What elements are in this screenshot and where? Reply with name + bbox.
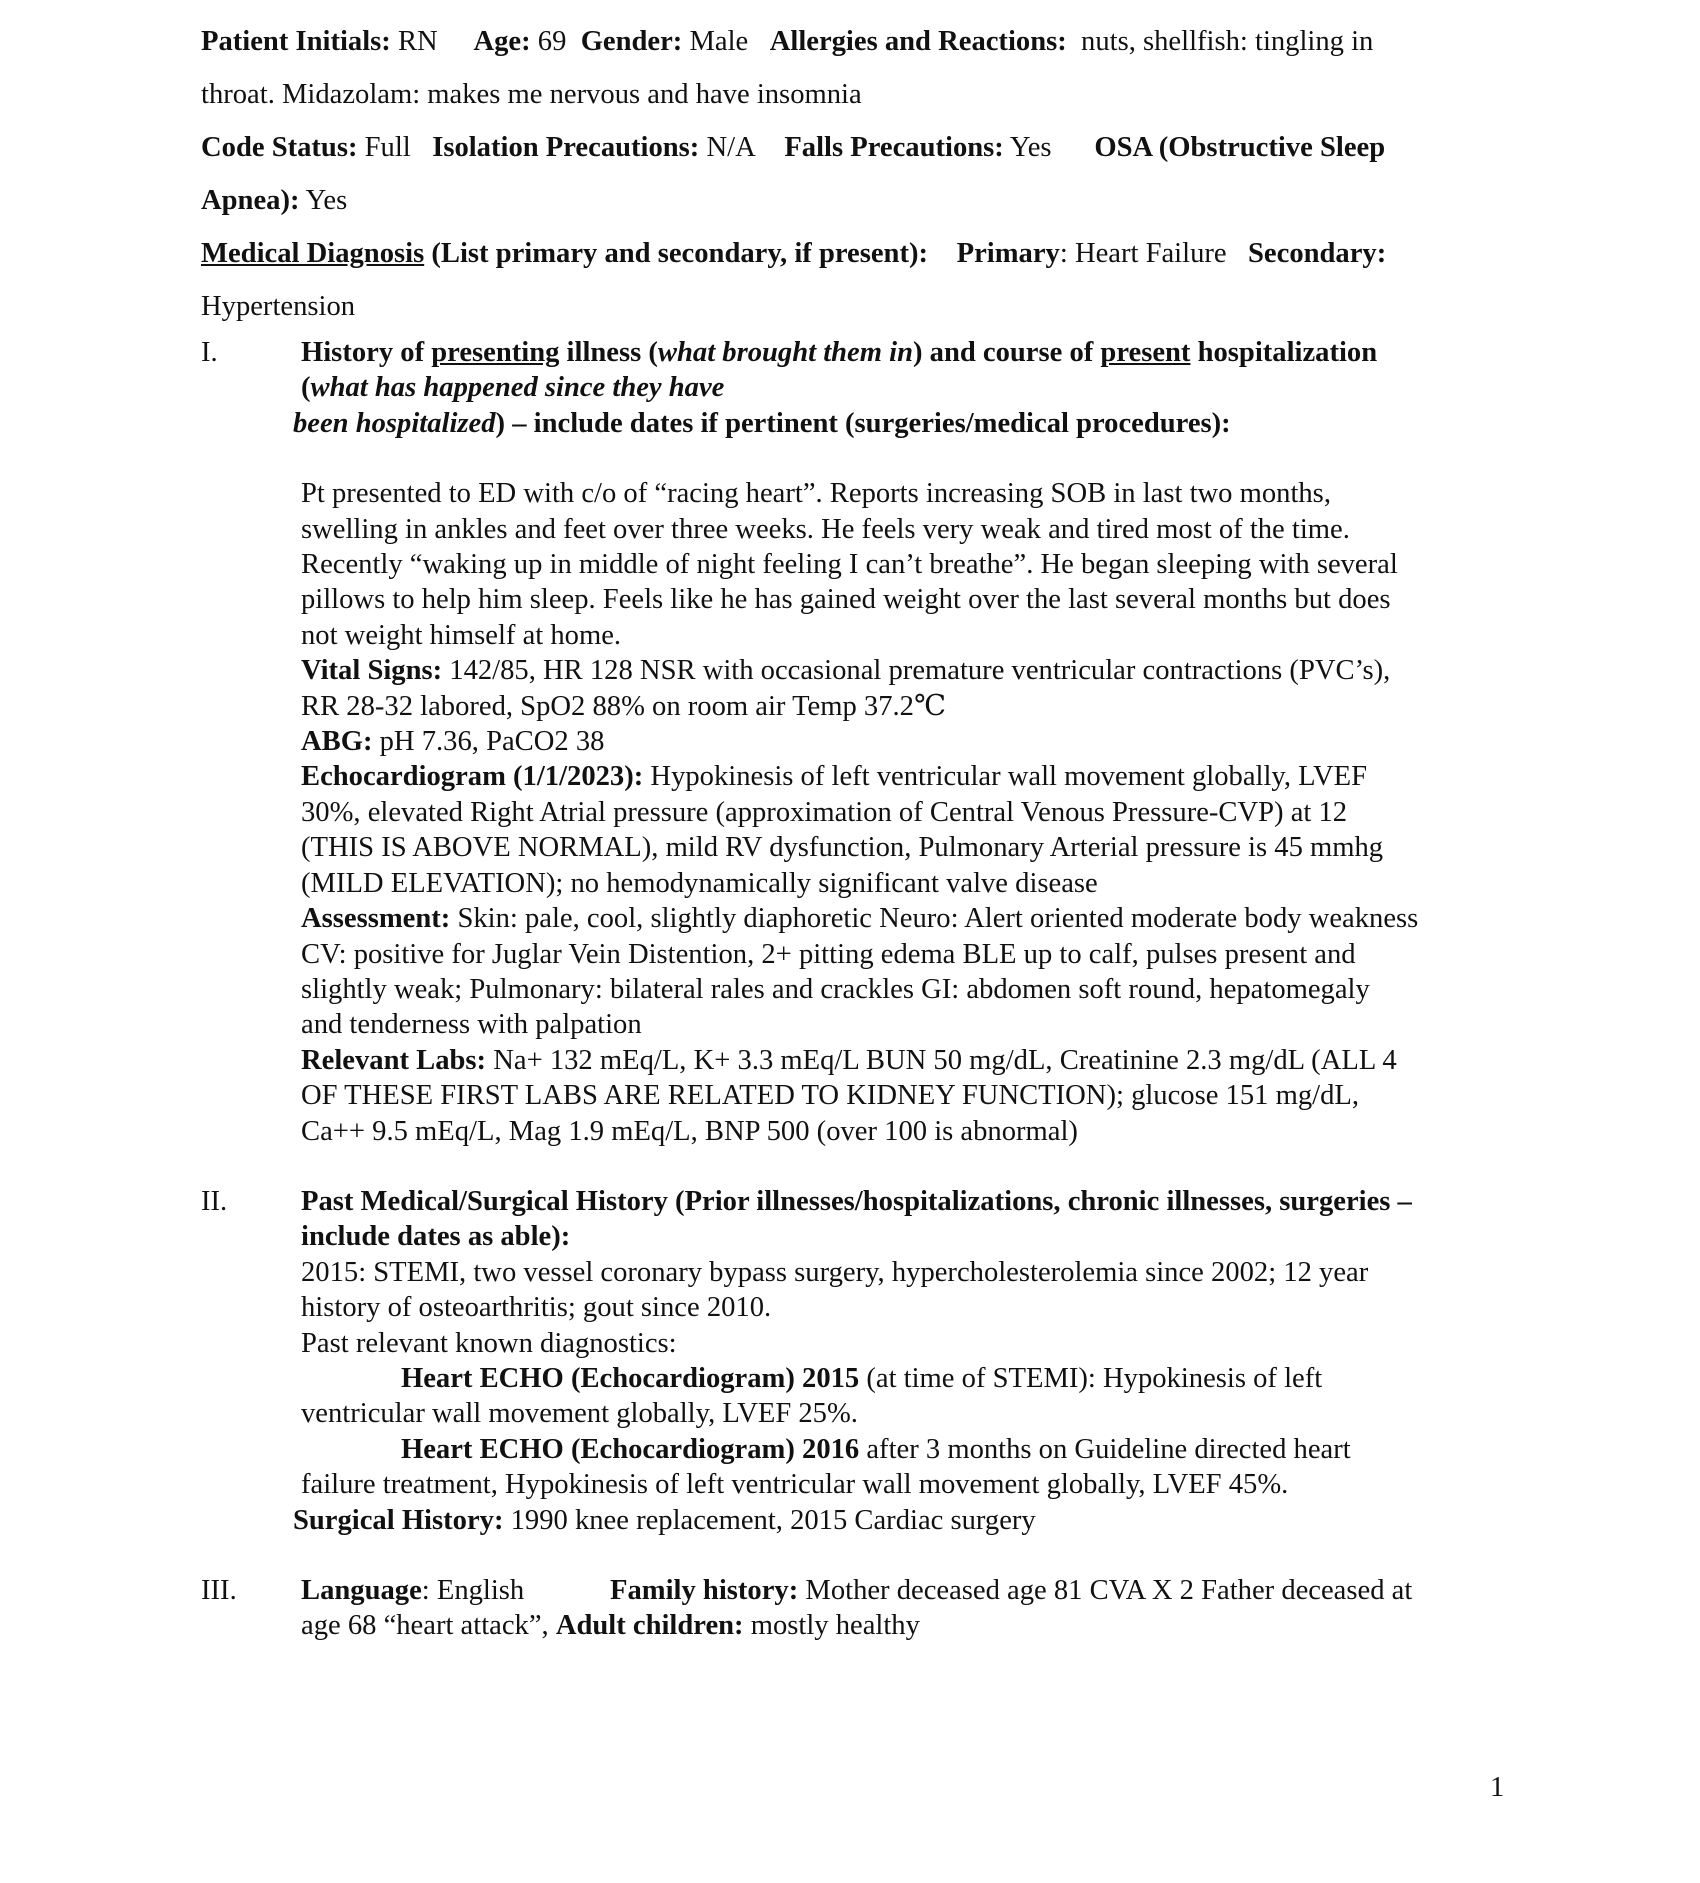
header-line-6: Hypertension	[201, 291, 356, 322]
heading-text: (	[301, 372, 311, 404]
abg-value: pH 7.36, PaCO2 38	[372, 726, 605, 758]
diagnosis-hint: (List primary and secondary, if present):	[431, 238, 929, 269]
gender-value: Male	[689, 26, 749, 57]
history-line: history of osteoarthritis; gout since 2010.	[301, 1292, 772, 1324]
surgical-history	[293, 1503, 1511, 1538]
document-page	[201, 15, 1511, 1644]
echocardiogram-cont: 30%, elevated Right Atrial pressure (approximation of Central Venous Pressure-CVP) at 12	[301, 796, 1348, 828]
echocardiogram	[301, 759, 1511, 794]
section-heading-cont	[301, 370, 1511, 405]
echo-2015-value: (at time of STEMI): Hypokinesis of left	[859, 1362, 1323, 1394]
section-heading-cont	[293, 406, 1511, 441]
diagnosis-label: Medical Diagnosis	[201, 238, 425, 269]
language-label: Language	[301, 1575, 422, 1606]
heading-text: what has happened since they have	[310, 372, 725, 404]
echo-2015	[301, 1361, 1511, 1396]
header-line-4	[201, 174, 1511, 227]
age-value: 69	[537, 26, 567, 57]
vital-signs-label: Vital Signs:	[301, 655, 443, 687]
echo-2015-label: Heart ECHO (Echocardiogram) 2015	[401, 1362, 860, 1394]
assessment-cont: slightly weak; Pulmonary: bilateral rales and crackles GI: abdomen soft round, hepatomegaly	[301, 973, 1370, 1005]
primary-value: Heart Failure	[1074, 238, 1227, 269]
assessment-cont: and tenderness with palpation	[301, 1009, 642, 1041]
history-line: 2015: STEMI, two vessel coronary bypass surgery, hypercholesterolemia since 2002; 12 year	[301, 1256, 1369, 1288]
spacer	[301, 441, 1511, 476]
vital-signs-cont: RR 28-32 labored, SpO2 88% on room air Temp 37.2℃	[301, 690, 946, 722]
osa-label: OSA (Obstructive Sleep	[1094, 132, 1386, 163]
diagnostics-intro: Past relevant known diagnostics:	[301, 1327, 677, 1359]
narrative-line: swelling in ankles and feet over three weeks. He feels very weak and tired most of the time.	[301, 513, 1350, 545]
section-language-family	[201, 1573, 1511, 1644]
adult-children-label: Adult children:	[555, 1610, 744, 1642]
section-heading-cont: include dates as able):	[301, 1221, 571, 1253]
labs-label: Relevant Labs:	[301, 1044, 487, 1076]
header-line-3	[201, 121, 1511, 174]
family-history-label: Family history:	[610, 1575, 799, 1606]
surgical-history-label: Surgical History:	[293, 1504, 504, 1536]
heading-text: ) and course of	[912, 337, 1101, 368]
section-heading: Past Medical/Surgical History (Prior illnesses/hospitalizations, chronic illnesses, surgeries –	[301, 1185, 1412, 1217]
patient-initials: RN	[397, 26, 438, 57]
family-history-value: age 68 “heart attack”,	[301, 1610, 556, 1642]
heading-text: presenting	[431, 337, 560, 368]
section-number: II.	[201, 1185, 228, 1217]
echocardiogram-cont: (THIS IS ABOVE NORMAL), mild RV dysfunction, Pulmonary Arterial pressure is 45 mmhg	[301, 832, 1384, 864]
echo-2016	[301, 1432, 1511, 1467]
adult-children-value: mostly healthy	[743, 1610, 920, 1642]
header-line-1	[201, 15, 1511, 68]
abg	[301, 724, 1511, 759]
osa-value: Yes	[305, 185, 348, 216]
echo-label: Echocardiogram (1/1/2023):	[301, 761, 644, 793]
isolation-label: Isolation Precautions:	[432, 132, 700, 163]
heading-text: ) – include dates if pertinent (surgeries/medical procedures):	[495, 407, 1231, 439]
header-line-2: throat. Midazolam: makes me nervous and have insomnia	[201, 79, 862, 110]
heading-text: present	[1100, 337, 1191, 368]
heading-text: been hospitalized	[293, 407, 496, 439]
secondary-label: Secondary:	[1248, 238, 1387, 269]
patient-initials-label: Patient Initials:	[201, 26, 391, 57]
assessment-label: Assessment:	[301, 903, 451, 935]
narrative-line: not weight himself at home.	[301, 619, 622, 651]
relevant-labs	[301, 1043, 1511, 1078]
language-value: : English	[421, 1575, 525, 1606]
assessment	[301, 901, 1511, 936]
spacer	[201, 1149, 1511, 1184]
section-past-history	[201, 1184, 1511, 1538]
allergies-label: Allergies and Reactions:	[769, 26, 1067, 57]
echo-2015-cont: ventricular wall movement globally, LVEF 25%.	[301, 1398, 858, 1430]
osa-label-cont: Apnea):	[201, 185, 300, 216]
falls-label: Falls Precautions:	[784, 132, 1004, 163]
code-status-value: Full	[364, 132, 411, 163]
labs-value: Na+ 132 mEq/L, K+ 3.3 mEq/L BUN 50 mg/dL, Creatinine 2.3 mg/dL (ALL 4	[486, 1044, 1397, 1076]
heading-text: hospitalization	[1190, 337, 1378, 368]
primary-label: Primary	[956, 238, 1060, 269]
vital-signs	[301, 653, 1511, 688]
section-history-presenting	[201, 335, 1511, 1149]
echocardiogram-cont: (MILD ELEVATION); no hemodynamically significant valve disease	[301, 867, 1098, 899]
falls-value: Yes	[1009, 132, 1052, 163]
heading-text: what brought them in	[657, 337, 913, 368]
assessment-cont: CV: positive for Juglar Vein Distention, 2+ pitting edema BLE up to calf, pulses present and	[301, 938, 1356, 970]
gender-label: Gender:	[580, 26, 683, 57]
narrative-line: Pt presented to ED with c/o of “racing heart”. Reports increasing SOB in last two months,	[301, 478, 1331, 510]
section-heading	[301, 335, 1511, 370]
header-line-5: Medical Diagnosis (List primary and secondary, if present): Primary: Heart Failure Secondary:	[201, 238, 1387, 269]
echo-2016-cont: failure treatment, Hypokinesis of left ventricular wall movement globally, LVEF 45%.	[301, 1469, 1289, 1501]
narrative-line: Recently “waking up in middle of night feeling I can’t breathe”. He began sleeping with several	[301, 549, 1398, 581]
relevant-labs-cont: OF THESE FIRST LABS ARE RELATED TO KIDNEY FUNCTION); glucose 151 mg/dL,	[301, 1080, 1359, 1112]
section-number: I.	[201, 337, 218, 368]
code-status-label: Code Status:	[201, 132, 358, 163]
allergies-value: nuts, shellfish: tingling in	[1081, 26, 1374, 57]
language-family-line	[301, 1573, 1511, 1608]
echo-value: Hypokinesis of left ventricular wall movement globally, LVEF	[643, 761, 1367, 793]
page-number: 1	[1490, 1772, 1505, 1803]
narrative-line: pillows to help him sleep. Feels like he has gained weight over the last several months but does	[301, 584, 1391, 616]
family-history-value: Mother deceased age 81 CVA X 2 Father deceased at	[798, 1575, 1413, 1606]
family-history-cont	[301, 1608, 1511, 1643]
section-number: III.	[201, 1575, 237, 1606]
abg-label: ABG:	[301, 726, 373, 758]
heading-text: illness (	[559, 337, 658, 368]
surgical-history-value: 1990 knee replacement, 2015 Cardiac surgery	[503, 1504, 1036, 1536]
patient-header	[201, 15, 1511, 333]
age-label: Age:	[473, 26, 531, 57]
isolation-value: N/A	[706, 132, 756, 163]
assessment-value: Skin: pale, cool, slightly diaphoretic Neuro: Alert oriented moderate body weakness	[450, 903, 1419, 935]
echo-2016-label: Heart ECHO (Echocardiogram) 2016	[401, 1433, 860, 1465]
vital-signs-value: 142/85, HR 128 NSR with occasional premature ventricular contractions (PVC’s),	[442, 655, 1391, 687]
relevant-labs-cont: Ca++ 9.5 mEq/L, Mag 1.9 mEq/L, BNP 500 (over 100 is abnormal)	[301, 1115, 1078, 1147]
echo-2016-value: after 3 months on Guideline directed heart	[859, 1433, 1351, 1465]
heading-text: History of	[301, 337, 432, 368]
spacer	[201, 1538, 1511, 1573]
